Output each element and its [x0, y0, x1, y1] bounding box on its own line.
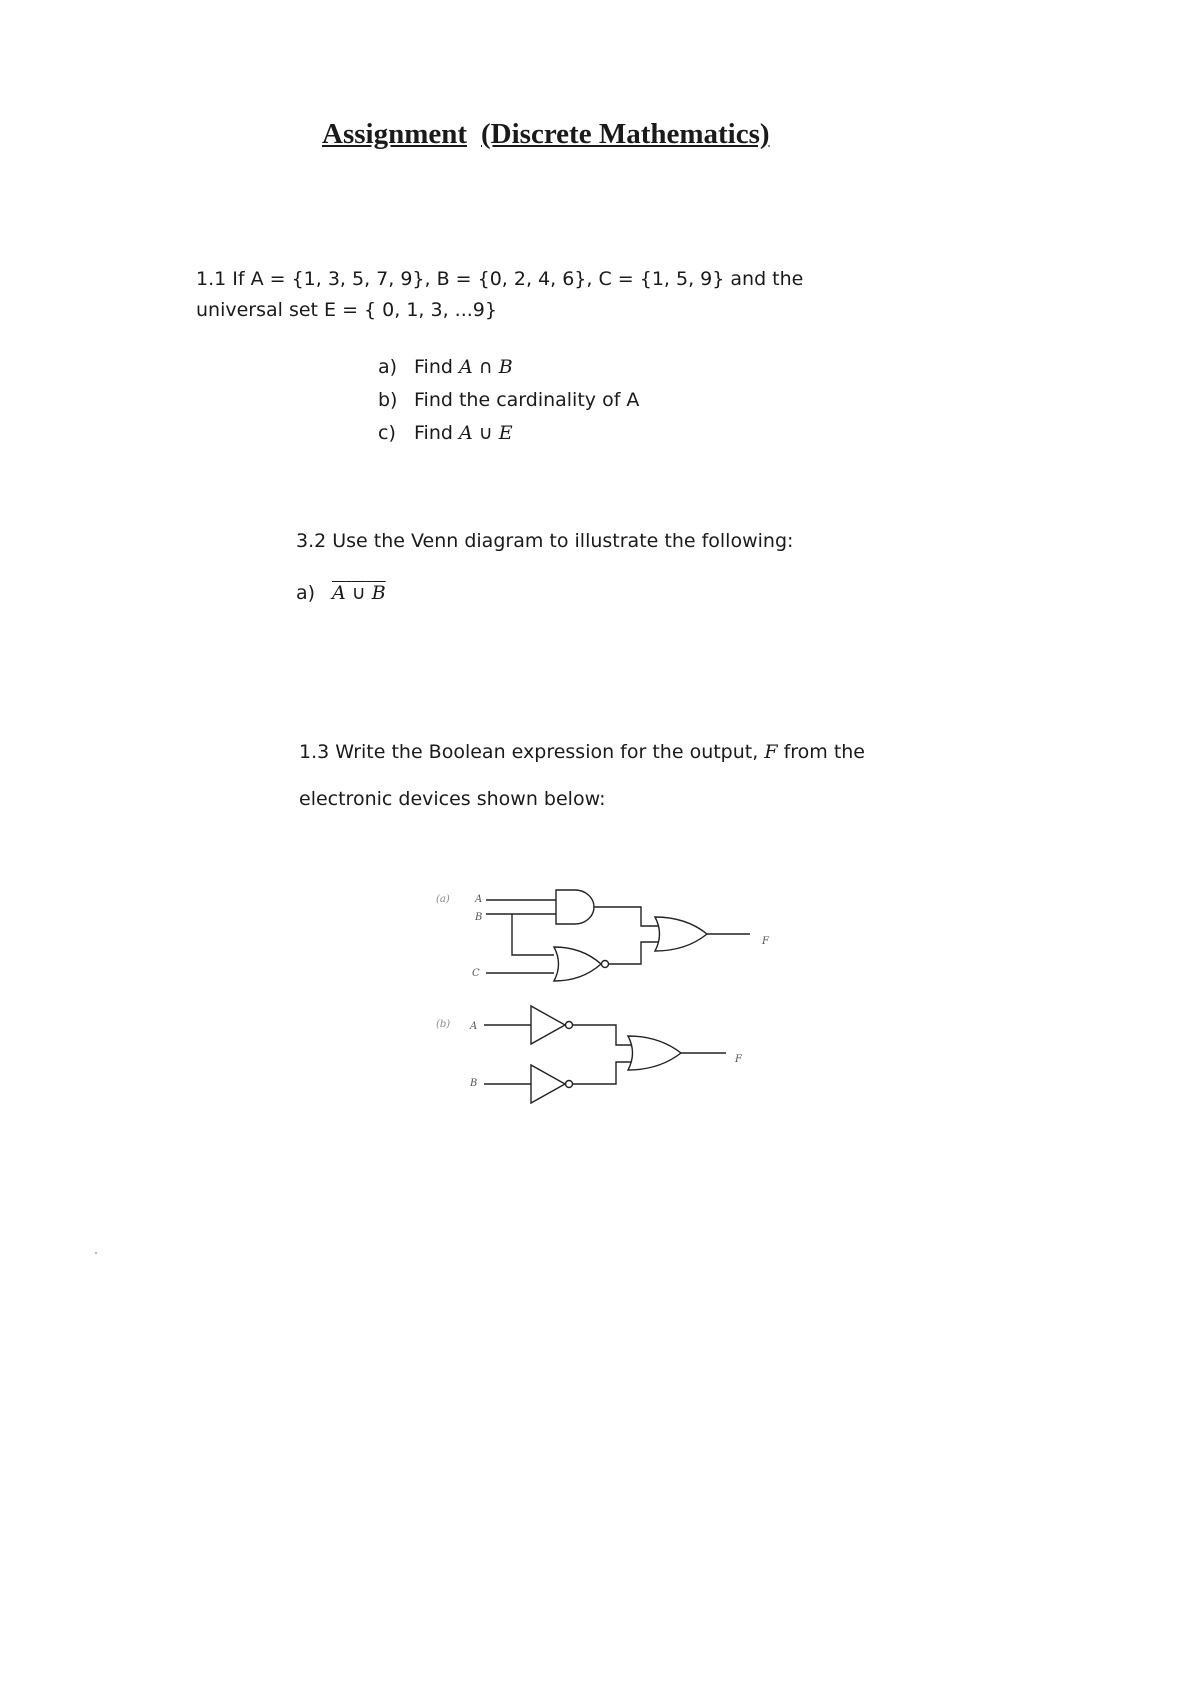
q1-line-2: universal set E = { 0, 1, 3, ...9} [196, 299, 497, 321]
circuit-a-input-a: A [475, 894, 483, 905]
union-symbol: ∪ [478, 422, 493, 444]
title-part-1: Assignment [322, 118, 468, 150]
scan-speck [95, 1252, 97, 1254]
var-b: B [498, 356, 513, 378]
q1-item-b-text: Find the cardinality of A [414, 389, 640, 411]
nor-inversion-bubble [602, 961, 609, 968]
circuit-b-label: (b) [436, 1019, 451, 1030]
circuit-a-input-b: B [475, 912, 483, 923]
var-a: A [458, 422, 473, 444]
q3-line-2: electronic devices shown below: [299, 788, 606, 810]
circuit-a-wires [486, 900, 750, 973]
intersection-symbol: ∩ [478, 356, 493, 378]
q1-item-c-label: c) [378, 422, 396, 444]
var-a: A [332, 582, 346, 604]
q3-line-1-text: 1.3 Write the Boolean expression for the output, [299, 741, 759, 763]
and-gate [556, 890, 594, 924]
var-a: A [458, 356, 473, 378]
circuit-b-wires [484, 1025, 726, 1084]
q3-output-var: F [764, 741, 778, 763]
union-symbol: ∪ [351, 582, 366, 604]
var-e: E [498, 422, 513, 444]
or-gate [628, 1036, 681, 1070]
q1-item-c-text: Find [414, 422, 453, 444]
circuit-b-input-a: A [470, 1021, 478, 1032]
var-b: B [371, 582, 386, 604]
q1-item-b-label: b) [378, 389, 398, 411]
not-gate [531, 1065, 565, 1103]
circuit-b-input-b: B [470, 1078, 478, 1089]
q1-line-1: 1.1 If A = {1, 3, 5, 7, 9}, B = {0, 2, 4, 6}, C = {1, 5, 9} and the [196, 268, 804, 290]
not-inversion-bubble [566, 1081, 573, 1088]
not-gate [531, 1006, 565, 1044]
or-gate [655, 917, 707, 951]
circuit-a-input-c: C [472, 968, 480, 979]
circuit-a-label: (a) [436, 894, 450, 905]
title-part-2: (Discrete Mathematics) [481, 118, 770, 150]
circuit-b-output-f: F [735, 1054, 742, 1065]
q3-line-1-end: from the [783, 741, 865, 763]
nor-gate [554, 947, 601, 981]
q1-item-a-text: Find [414, 356, 453, 378]
q1-item-a-label: a) [378, 356, 398, 378]
circuit-a-output-f: F [762, 936, 769, 947]
q2-line-1: 3.2 Use the Venn diagram to illustrate the following: [296, 530, 794, 552]
not-inversion-bubble [566, 1022, 573, 1029]
q2-item-a-label: a) [296, 582, 316, 604]
